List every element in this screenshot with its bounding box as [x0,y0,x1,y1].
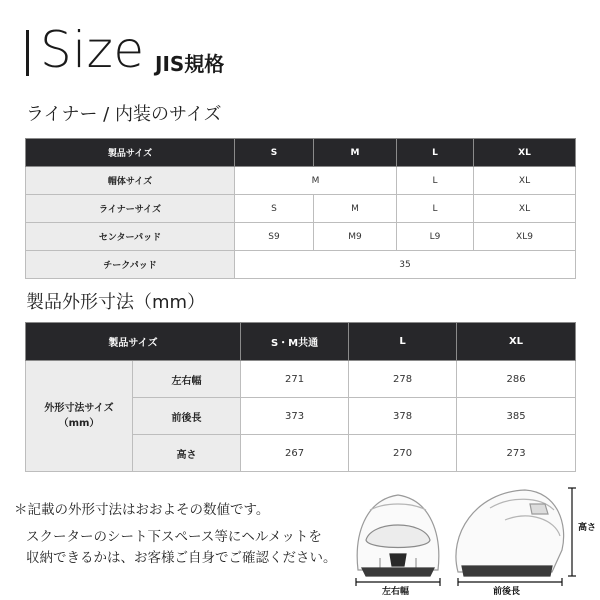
table-cell: XL9 [474,223,576,251]
table-cell: 373 [241,398,349,435]
table-cell: 267 [241,435,349,472]
table-cell: 270 [349,435,457,472]
table-cell: XL [474,195,576,223]
row-label: チークパッド [26,251,235,279]
table-cell: M9 [314,223,397,251]
row-label: 高さ [133,435,241,472]
page-title: Size [40,21,145,79]
table-cell: 286 [457,361,576,398]
table-row [26,361,576,398]
table-cell: 278 [349,361,457,398]
column-header: XL [457,323,576,361]
liner-section-heading: ライナー / 内装のサイズ [26,104,222,125]
dimension-section-heading: 製品外形寸法（mm） [26,292,206,313]
table-row [26,195,576,223]
dimension-table [25,322,576,472]
column-header: 製品サイズ [26,323,241,361]
height-dimension-arrow [568,488,576,576]
table-cell: S9 [235,223,314,251]
row-label: 左右幅 [133,361,241,398]
table-row [26,167,576,195]
table-cell: XL [474,167,576,195]
table-cell: 35 [235,251,576,279]
table-cell: M [314,195,397,223]
table-cell: M [235,167,397,195]
height-label: 高さ [578,523,597,533]
column-header: XL [474,139,576,167]
column-header: S [235,139,314,167]
table-cell: S [235,195,314,223]
row-label: 帽体サイズ [26,167,235,195]
page-subtitle: JIS規格 [155,52,225,76]
helmet-dimension-diagram [340,480,600,600]
liner-size-table [25,138,576,279]
column-header: M [314,139,397,167]
row-label: ライナーサイズ [26,195,235,223]
group-label-line: 外形寸法サイズ [44,403,114,414]
column-header: L [397,139,474,167]
table-cell: L [397,167,474,195]
length-label: 前後長 [493,587,521,597]
table-header-row [26,323,576,361]
row-label: センターパッド [26,223,235,251]
table-row [26,223,576,251]
title-accent-bar [26,30,29,76]
helmet-side-view-icon [456,490,564,576]
helmet-illustrations [340,480,600,600]
table-cell: 385 [457,398,576,435]
note-line: ＊記載の外形寸法はおおよその数値です。 [14,502,270,518]
row-group-label [26,361,133,472]
column-header: L [349,323,457,361]
table-cell: L9 [397,223,474,251]
table-cell: 273 [457,435,576,472]
column-header: 製品サイズ [26,139,235,167]
note-line: 収納できるかは、お客様ご自身でご確認ください。 [26,550,337,566]
table-header-row [26,139,576,167]
width-label: 左右幅 [382,587,410,597]
table-cell: 378 [349,398,457,435]
table-cell: 271 [241,361,349,398]
group-label-unit: （mm） [58,418,100,429]
row-label: 前後長 [133,398,241,435]
column-header: S・M共通 [241,323,349,361]
table-row [26,251,576,279]
note-line: スクーターのシート下スペース等にヘルメットを [26,529,322,545]
table-cell: L [397,195,474,223]
helmet-front-view-icon [357,495,439,576]
